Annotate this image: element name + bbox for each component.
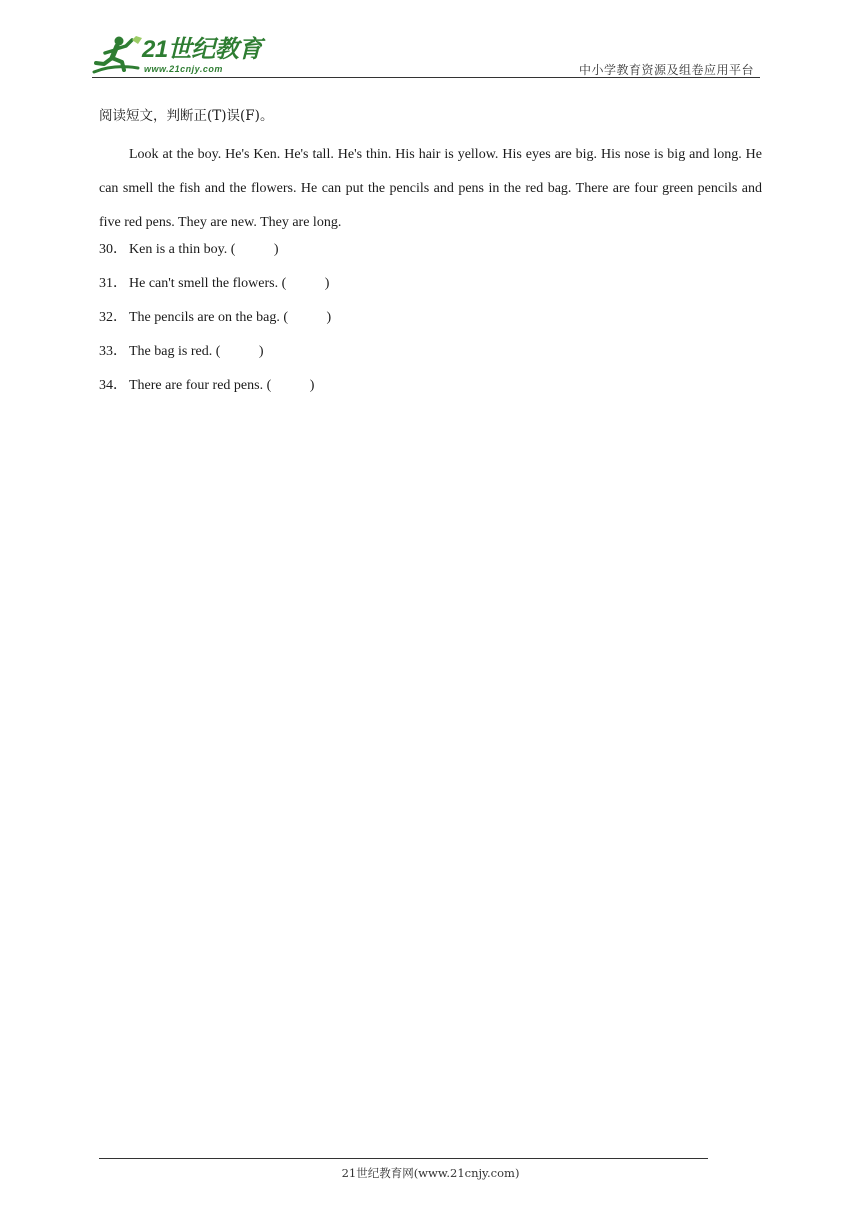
question-number: 31． xyxy=(99,276,127,291)
platform-name: 中小学教育资源及组卷应用平台 xyxy=(578,63,754,77)
question-text: The pencils are on the bag. ( ) xyxy=(129,310,332,325)
question-text: Ken is a thin boy. ( ) xyxy=(129,242,279,257)
site-logo xyxy=(92,30,267,78)
instruction-text: 阅读短文，判断正(T)误(F)。 xyxy=(99,108,274,124)
running-figure-icon xyxy=(92,34,144,76)
reading-passage: Look at the boy. He's Ken. He's tall. He's thin. His hair is yellow. His eyes are big. His nose is big and long. He can smell the fish and the flowers. He can put the pencils and pens in the red bag. There are four green pencils and five red pens. They are new. They are long. xyxy=(99,147,762,230)
question-item xyxy=(99,341,762,375)
question-number: 30． xyxy=(99,242,127,257)
question-item xyxy=(99,273,762,307)
question-number: 32． xyxy=(99,310,127,325)
page-header xyxy=(92,30,760,80)
footer-divider xyxy=(99,1158,708,1159)
logo-text: 21世纪教育 xyxy=(142,36,262,63)
header-divider xyxy=(92,77,760,78)
question-text: He can't smell the flowers. ( ) xyxy=(129,276,330,291)
footer-text: 21世纪教育网(www.21cnjy.com) xyxy=(341,1166,520,1180)
question-item xyxy=(99,239,762,273)
question-text: The bag is red. ( ) xyxy=(129,344,264,359)
question-list xyxy=(99,239,762,409)
question-number: 33． xyxy=(99,344,127,359)
question-number: 34． xyxy=(99,378,127,393)
logo-url: www.21cnjy.com xyxy=(144,64,223,74)
question-item xyxy=(99,307,762,341)
question-item xyxy=(99,375,762,409)
question-text: There are four red pens. ( ) xyxy=(129,378,315,393)
